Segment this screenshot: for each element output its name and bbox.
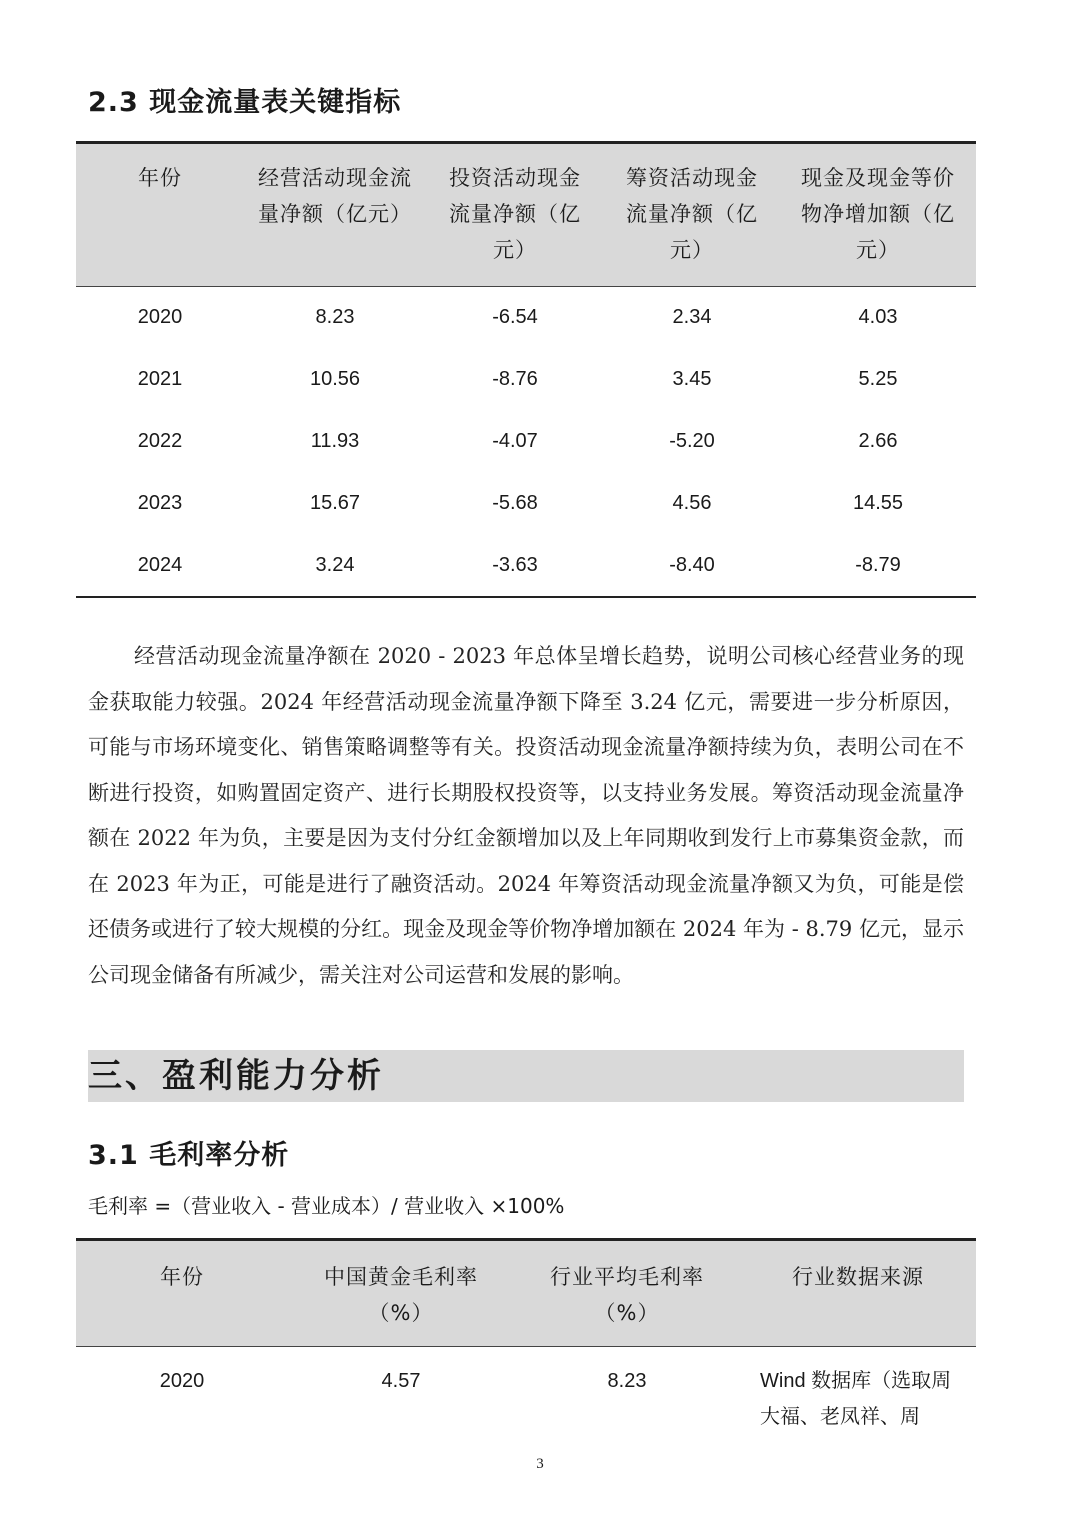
table-cell: 2.34: [672, 306, 712, 329]
table-cell: 8.23: [607, 1370, 647, 1392]
table-cell: 2020: [159, 1370, 205, 1392]
table-row: [76, 287, 976, 349]
table-row: [76, 473, 976, 535]
table-row: [76, 1347, 976, 1437]
column-header: 年份: [76, 1240, 288, 1347]
table-cell: 3.24: [244, 535, 426, 597]
table-cell: 10.56: [309, 368, 361, 390]
section-heading-3-1: 3.1 毛利率分析: [88, 1140, 290, 1171]
table-cell: -8.76: [492, 368, 538, 390]
table-row: [76, 535, 976, 597]
column-header: 行业平均毛利率（%）: [514, 1240, 740, 1347]
table-cell: -8.79: [780, 535, 976, 597]
table-cell: 15.67: [309, 492, 361, 514]
table-cell: 2023: [137, 492, 183, 514]
table-row: [76, 349, 976, 411]
table-cell: 2021: [137, 368, 183, 390]
table-cell: 11.93: [310, 430, 360, 452]
table-cell: -3.63: [426, 535, 604, 597]
table-cell: 14.55: [852, 492, 904, 514]
column-header: 投资活动现金流量净额（亿元）: [426, 143, 604, 287]
section-heading-3: 三、盈利能力分析: [88, 1056, 384, 1096]
table-cell: 2024: [76, 535, 244, 597]
cashflow-table: [76, 141, 976, 598]
column-header: 现金及现金等价物净增加额（亿元）: [780, 143, 976, 287]
column-header: 年份: [76, 143, 244, 287]
table-cell: 4.03: [858, 306, 898, 329]
table-cell: 3.45: [672, 368, 712, 390]
table-cell: -6.54: [492, 306, 538, 329]
table-cell: 8.23: [315, 306, 355, 329]
table-cell: 2.66: [858, 430, 898, 452]
table-cell: 5.25: [858, 368, 898, 390]
column-header: 筹资活动现金流量净额（亿元）: [604, 143, 780, 287]
column-header: 中国黄金毛利率（%）: [288, 1240, 514, 1347]
column-header: 行业数据来源: [740, 1240, 976, 1347]
section-banner: [88, 1050, 964, 1102]
table-cell: 2020: [137, 306, 183, 329]
table-header-row: [76, 143, 976, 287]
table-header-row: [76, 1240, 976, 1347]
table-cell: -5.20: [669, 430, 715, 452]
column-header: 经营活动现金流量净额（亿元）: [244, 143, 426, 287]
analysis-paragraph: 经营活动现金流量净额在 2020 - 2023 年总体呈增长趋势，说明公司核心经营业务的现金获取能力较强。2024 年经营活动现金流量净额下降至 3.24 亿元，需要进一步分析原因，可能与市场环境变化、销售策略调整等有关。投资活动现金流量净额持续为负，表明公司在不断进行投资，如购置固定资产、进行长期股权投资等，以支持业务发展。筹资活动现金流量净额在 2022 年为负，主要是因为支付分红金额增加以及上年同期收到发行上市募集资金款，而在 2023 年为正，可能是进行了融资活动。2024 年筹资活动现金流量净额又为负，可能是偿还债务或进行了较大规模的分红。现金及现金等价物净增加额在 2024 年为 - 8.79 亿元，显示公司现金储备有所减少，需关注对公司运营和发展的影响。: [88, 644, 964, 987]
table-cell: 4.57: [381, 1370, 421, 1392]
gross-margin-table: [76, 1238, 976, 1436]
table-cell: 4.56: [672, 492, 712, 514]
table-row: [76, 411, 976, 473]
table-cell: -8.40: [604, 535, 780, 597]
table-cell: Wind 数据库（选取周大福、老凤祥、周: [760, 1370, 952, 1428]
gross-margin-formula: 毛利率 =（营业收入 - 营业成本）/ 营业收入 ×100%: [88, 1194, 565, 1218]
table-cell: 2022: [137, 430, 183, 452]
table-cell: -5.68: [492, 492, 538, 514]
table-cell: -4.07: [492, 430, 538, 452]
section-heading-2-3: 2.3 现金流量表关键指标: [88, 87, 402, 118]
page-number: 3: [536, 1456, 544, 1472]
